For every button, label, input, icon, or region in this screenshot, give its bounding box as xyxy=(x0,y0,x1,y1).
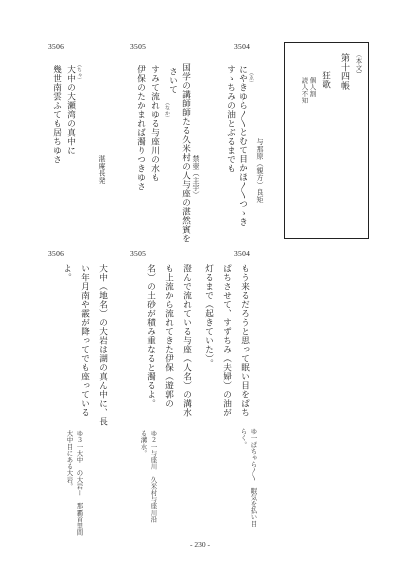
note-3505-line-2: る溝水。 xyxy=(139,430,148,457)
poem-line-3506-2: 幾世南雲ふても居ちゆさ xyxy=(51,65,62,164)
note-3506-line-1: ゆ３一大中 の大岩ー 那覇首里間 xyxy=(75,430,84,536)
poem-line-3505-1: 国学の講師師たる久米村の人与座の湛然賓を xyxy=(180,63,191,243)
translation-3504-line-3: 灯るまで（起きていた）。 xyxy=(203,264,214,368)
poem-line-3505-4: 伊保のたかまれば濁りつきゆさ xyxy=(135,65,146,191)
poem-author-3504: 与那原（親方）良矩 xyxy=(256,138,264,203)
translation-3506-line-1: 大中（地名）の大岩は湖の真ん中に、長 xyxy=(97,264,108,426)
poem-line-3504-1: にやきゆら〳〵とむて目かほ〳〵つゝき xyxy=(237,65,248,227)
volume-title: 第十四帳 xyxy=(339,53,349,91)
translation-3505-line-2: も上流から流れてきた伊保（遊郭の xyxy=(163,264,174,408)
translation-3505-line-1: 澄んで流れている与座（人名）の溝水 xyxy=(181,264,192,417)
translation-3505-line-3: 名）の土砂が積み重なると濁るよ。 xyxy=(145,264,156,408)
poem-number-3505: 3505 xyxy=(130,42,147,51)
box-label: （本文） xyxy=(354,51,363,78)
translation-3504-line-2: ぱちさせて、すずちみ（夫婦）の油が xyxy=(221,264,232,417)
translation-number-3506: 3506 xyxy=(48,249,65,258)
poem-number-3504: 3504 xyxy=(234,42,251,51)
poem-line-3505-2: さいて xyxy=(167,67,178,94)
poem-number-3506: 3506 xyxy=(48,42,65,51)
poem-author-3506: 湛庵長発 xyxy=(98,155,106,184)
translation-3504-line-1: もう来るだろうと思って眠い目をぱち xyxy=(239,264,250,417)
note-3504-line-1: ゆ一ぱちゃら〳〵 眠気を払い目 xyxy=(249,428,258,527)
genre-label: 狂歌 xyxy=(320,71,331,89)
section-box xyxy=(284,42,369,239)
note-3504-line-2: らく。 xyxy=(239,428,248,448)
poem-line-3506-1: 大中の大瀬湾の真中に xyxy=(65,65,76,155)
translation-3506-line-2: い年月南や霰が降ってでも座っている xyxy=(79,264,90,417)
translation-number-3505: 3505 xyxy=(130,249,147,258)
poem-furigana-3505: （なか） xyxy=(164,100,170,121)
poem-furigana-3506: （ちゃ） xyxy=(76,62,82,83)
note-3506-line-2: 大中目にある大岩。 xyxy=(65,430,74,490)
meta-line-2: 読人不知 xyxy=(300,77,309,104)
poem-furigana-3504: （ゑ） xyxy=(248,70,254,86)
note-3505-line-1: ゆ２一与座川 久米村与座川沿 xyxy=(149,430,158,523)
translation-3506-line-3: よ。 xyxy=(61,264,72,282)
poem-author-3505: 禁壺（主宇） xyxy=(192,155,200,199)
page-number: - 230 - xyxy=(190,540,210,549)
poem-line-3505-3: すみて流れゆる与座川の水も xyxy=(149,65,160,182)
meta-line-1: 個人割 xyxy=(308,77,317,97)
translation-number-3504: 3504 xyxy=(234,249,251,258)
poem-line-3504-2: すゝちみの油とぶるまでも xyxy=(225,65,236,173)
